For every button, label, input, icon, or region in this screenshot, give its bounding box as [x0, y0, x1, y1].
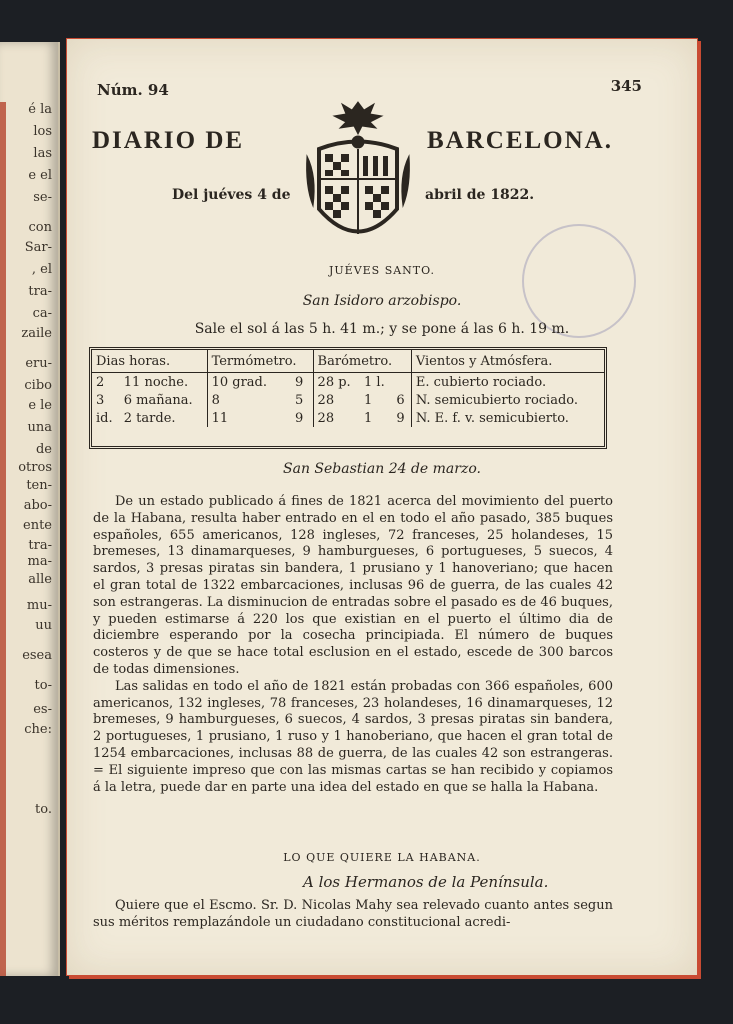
paragraph: De un estado publicado á fines de 1821 acerca del movimiento del puerto de la Habana, resulta haber entrado en el en todo el año pasado, 385 buques españoles, 655 americanos, 128 ingleses, 72 franceses, 25 holandeses, 15 bremeses, 13 dinamarqueses, 9 hamburgueses, 6 portugueses, 5 suecos, 4 sardos, 3 presas piratas sin bandera, 1 prusiano y 1 hanoveriano; que hacen el gran total de 1322 embarcaciones, inclusas 96 de guerra, de las cuales 42 son estrangeras. La disminucion de entradas sobre el pasado es de 46 buques, y pueden estimarse á 220 los que existian en el puerto el último dia de diciembre esperando por la cosecha principiada. El número de buques costeros y de que se hace total esclusion en el estado, escede de 300 barcos de todas dimensiones. — [93, 494, 613, 677]
cell: 1 — [364, 392, 373, 408]
left-page-text-fragment: ca- — [32, 306, 52, 321]
weather-header-wind: Vientos y Atmósfera. — [411, 350, 604, 373]
article-body-continued — [93, 897, 613, 931]
table-row — [92, 409, 604, 427]
section-subheading: A los Hermanos de la Península. — [303, 873, 549, 891]
left-page-text-fragment: Sar- — [24, 240, 52, 255]
cell: 6 mañana. — [123, 392, 193, 408]
left-page-text-fragment: é la — [28, 102, 52, 117]
cell: 5 — [295, 392, 304, 408]
cell: 11 — [207, 409, 291, 427]
left-page-edge — [0, 102, 6, 976]
left-page-text-fragment: zaile — [21, 326, 52, 341]
cell: 8 — [207, 391, 291, 409]
issue-date-left: Del juéves 4 de — [172, 187, 291, 203]
paragraph: Quiere que el Escmo. Sr. D. Nicolas Mahy sea relevado cuanto antes segun sus méritos remplazándole un ciudadano constitucional acredi- — [93, 898, 613, 930]
left-page-text-fragment: ente — [23, 518, 52, 533]
cell: 2 tarde. — [123, 410, 176, 426]
saint-of-day: San Isidoro arzobispo. — [302, 293, 462, 309]
cell: 11 noche. — [123, 374, 189, 390]
left-page-fragment — [0, 42, 60, 976]
issue-date-right: abril de 1822. — [425, 187, 535, 203]
cell: 9 — [396, 410, 405, 426]
sunrise-sunset: Sale el sol á las 5 h. 41 m.; y se pone á las 6 h. 19 m. — [194, 321, 570, 337]
weather-table — [89, 347, 607, 449]
article-dateline: San Sebastian 24 de marzo. — [283, 461, 481, 477]
left-page-text-fragment: tra- — [28, 538, 52, 553]
cell: N. semicubierto rociado. — [411, 391, 604, 409]
page-number: 345 — [610, 77, 642, 95]
section-heading: LO QUE QUIERE LA HABANA. — [283, 851, 481, 864]
table-row — [92, 391, 604, 409]
cell: 1 — [364, 410, 373, 426]
left-page-text-fragment: alle — [28, 572, 52, 587]
cell: 28 p. — [313, 373, 360, 392]
left-page-text-fragment: ma- — [27, 554, 52, 569]
cell: 9 — [295, 410, 304, 426]
left-page-text-fragment: e le — [28, 398, 52, 413]
weather-header-baro: Barómetro. — [313, 350, 411, 373]
cell: 28 — [313, 409, 360, 427]
left-page-text-fragment: abo- — [23, 498, 52, 513]
left-page-text-fragment: to- — [34, 678, 52, 693]
left-page-text-fragment: uu — [35, 618, 52, 633]
issue-number: Núm. 94 — [97, 81, 169, 99]
cell: 1 l. — [364, 374, 385, 390]
masthead-title-left: DIARIO DE — [92, 127, 245, 154]
coat-of-arms-icon — [299, 94, 417, 254]
left-page-text-fragment: una — [27, 420, 52, 435]
weather-header-thermo: Termómetro. — [207, 350, 313, 373]
weather-header-days: Dias horas. — [92, 350, 207, 373]
newspaper-page — [66, 38, 698, 976]
cell: 6 — [396, 392, 405, 408]
left-page-text-fragment: to. — [35, 802, 52, 817]
left-page-text-fragment: de — [35, 442, 52, 457]
cell: 28 — [313, 391, 360, 409]
left-page-text-fragment: las — [33, 146, 52, 161]
left-page-text-fragment: , el — [31, 262, 52, 277]
cell — [392, 373, 411, 392]
cell: E. cubierto rociado. — [411, 373, 604, 392]
left-page-text-fragment: otros — [18, 460, 52, 475]
cell: 9 — [295, 374, 304, 390]
left-page-text-fragment: cibo — [24, 378, 52, 393]
left-page-text-fragment: eru- — [25, 356, 52, 371]
left-page-text-fragment: es- — [33, 702, 52, 717]
table-row — [92, 373, 604, 392]
cell: 3 — [96, 392, 105, 408]
paragraph: Las salidas en todo el año de 1821 están probadas con 366 españoles, 600 americanos, 132 ingleses, 78 franceses, 23 holandeses, 16 dinamarqueses, 12 bremeses, 9 hamburgueses, 6 suecos, 4 sardos, 3 presas piratas sin bandera, 2 portugueses, 1 prusiano, 1 ruso y 1 hanoberiano, que hacen el gran total de 1254 embarcaciones, inclusas 88 de guerra, de las cuales 42 son estrangeras. = El siguiente impreso que con las mismas cartas se han recibido y copiamos á la letra, puede dar en parte una idea del estado en que se halla la Habana. — [93, 678, 613, 795]
left-page-text-fragment: e el — [28, 168, 52, 183]
cell: 10 grad. — [207, 373, 291, 392]
left-page-text-fragment: ten- — [26, 478, 52, 493]
left-page-text-fragment: esea — [22, 648, 52, 663]
left-page-text-fragment: che: — [24, 722, 52, 737]
left-page-text-fragment: con — [28, 220, 52, 235]
article-body — [93, 494, 613, 796]
left-page-text-fragment: tra- — [28, 284, 52, 299]
left-page-text-fragment: se- — [33, 190, 52, 205]
masthead-title-right: BARCELONA. — [427, 127, 613, 154]
left-page-text-fragment: los — [33, 124, 52, 139]
cell: 2 — [96, 374, 105, 390]
left-page-text-fragment: mu- — [26, 598, 52, 613]
cell: N. E. f. v. semicubierto. — [411, 409, 604, 427]
feast-day: JUÉVES SANTO. — [328, 264, 436, 277]
cell: id. — [96, 410, 113, 426]
